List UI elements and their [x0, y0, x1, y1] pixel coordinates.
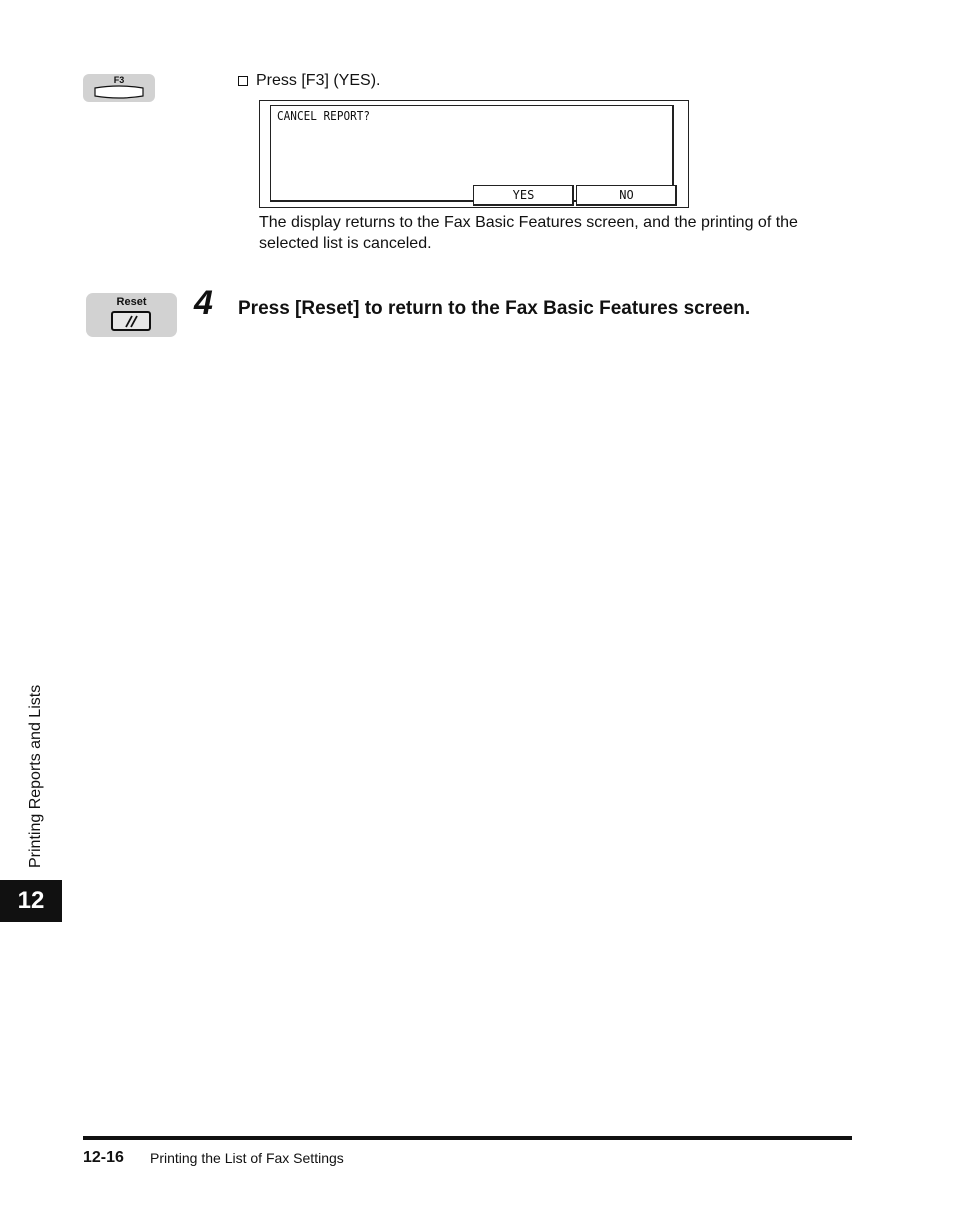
lcd-display — [259, 100, 689, 208]
step3-instruction-text: Press [F3] (YES). — [256, 72, 381, 89]
footer-rule — [83, 1136, 852, 1140]
page-number: 12-16 — [83, 1149, 124, 1166]
reset-key-illustration — [86, 293, 177, 337]
lcd-no-button[interactable]: NO — [576, 185, 677, 206]
f3-key-illustration — [83, 74, 155, 102]
chapter-side-label: Printing Reports and Lists — [27, 684, 44, 868]
function-key-icon — [91, 84, 147, 100]
checkbox-icon — [238, 76, 248, 86]
chapter-tab: 12 — [0, 880, 62, 922]
reset-icon — [124, 315, 140, 328]
reset-key-label: Reset — [116, 296, 147, 308]
step3-instruction — [238, 72, 380, 90]
lcd-yes-button[interactable]: YES — [473, 185, 574, 206]
step4-instruction: Press [Reset] to return to the Fax Basic Features screen. — [238, 298, 751, 319]
step3-result: The display returns to the Fax Basic Features screen, and the printing of the selected list is canceled. — [259, 214, 798, 252]
footer-section-title: Printing the List of Fax Settings — [150, 1150, 344, 1166]
step-number: 4 — [194, 284, 213, 322]
lcd-message: CANCEL REPORT? — [277, 109, 371, 123]
reset-button-shape — [111, 311, 151, 331]
f3-key-label: F3 — [113, 75, 125, 85]
